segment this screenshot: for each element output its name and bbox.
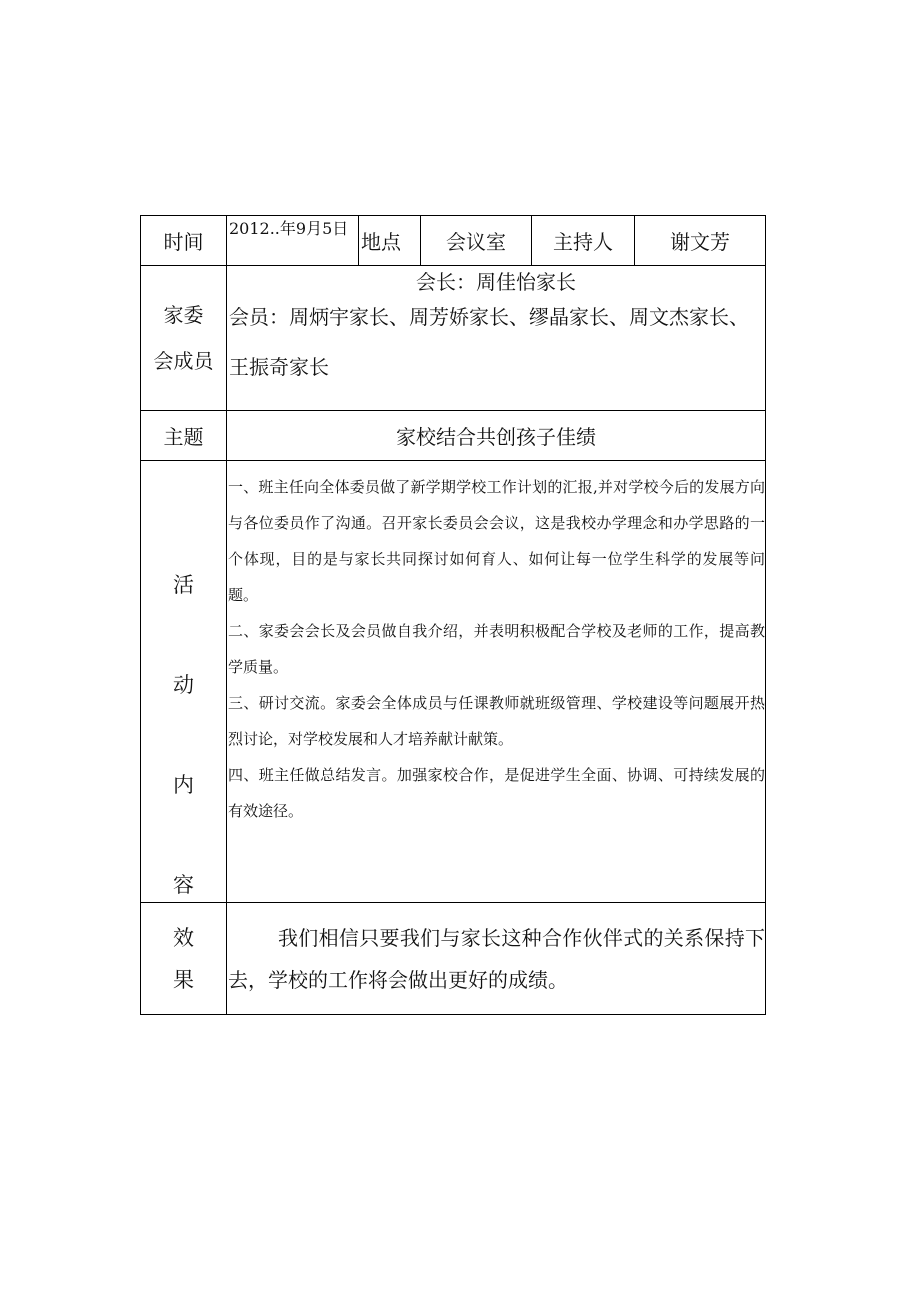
activity-content xyxy=(227,461,766,903)
date-value: 2012..年9月5日 xyxy=(227,216,359,266)
effect-row xyxy=(141,903,766,1015)
topic-label: 主题 xyxy=(141,411,227,461)
activity-paragraph: 四、班主任做总结发言。加强家校合作，是促进学生全面、协调、可持续发展的有效途径。 xyxy=(228,766,765,820)
effect-text: 我们相信只要我们与家长这种合作伙伴式的关系保持下去，学校的工作将会做出更好的成绩。 xyxy=(227,903,766,1015)
activity-label xyxy=(141,461,227,903)
activity-label-char: 容 xyxy=(173,873,194,897)
activity-label-char: 动 xyxy=(173,673,194,697)
activity-label-char: 内 xyxy=(173,773,194,797)
host-value: 谢文芳 xyxy=(635,216,766,266)
effect-label-line1: 效 xyxy=(173,925,194,950)
time-label: 时间 xyxy=(141,216,227,266)
activity-paragraph: 二、家委会会长及会员做自我介绍，并表明积极配合学校及老师的工作，提高教学质量。 xyxy=(228,622,765,676)
host-label: 主持人 xyxy=(532,216,635,266)
activity-paragraph: 一、班主任向全体委员做了新学期学校工作计划的汇报,并对学校今后的发展方向与各位委员作了沟通。召开家长委员会会议，这是我校办学理念和办学思路的一个体现，目的是与家长共同探讨如何育人、如何让每一位学生科学的发展等问题。 xyxy=(228,478,765,604)
members-cell xyxy=(227,266,766,411)
members-label-line2: 会成员 xyxy=(153,349,214,373)
place-label: 地点 xyxy=(359,216,421,266)
effect-label xyxy=(141,903,227,1015)
topic-row xyxy=(141,411,766,461)
members-text: 会员：周炳宇家长、周芳娇家长、缪晶家长、周文杰家长、王振奇家长 xyxy=(229,305,749,379)
chair-text: 会长：周佳怡家长 xyxy=(416,270,576,294)
members-row xyxy=(141,266,766,411)
activity-paragraph: 三、研讨交流。家委会全体成员与任课教师就班级管理、学校建设等问题展开热烈讨论，对学校发展和人才培养献计献策。 xyxy=(228,694,765,748)
members-label xyxy=(141,266,227,411)
members-label-line1: 家委 xyxy=(163,303,204,327)
meeting-record-table xyxy=(140,215,766,1015)
place-value: 会议室 xyxy=(421,216,532,266)
effect-label-line2: 果 xyxy=(173,967,194,992)
activity-label-char: 活 xyxy=(173,573,194,597)
activity-row xyxy=(141,461,766,903)
header-row xyxy=(141,216,766,266)
topic-value: 家校结合共创孩子佳绩 xyxy=(227,411,766,461)
